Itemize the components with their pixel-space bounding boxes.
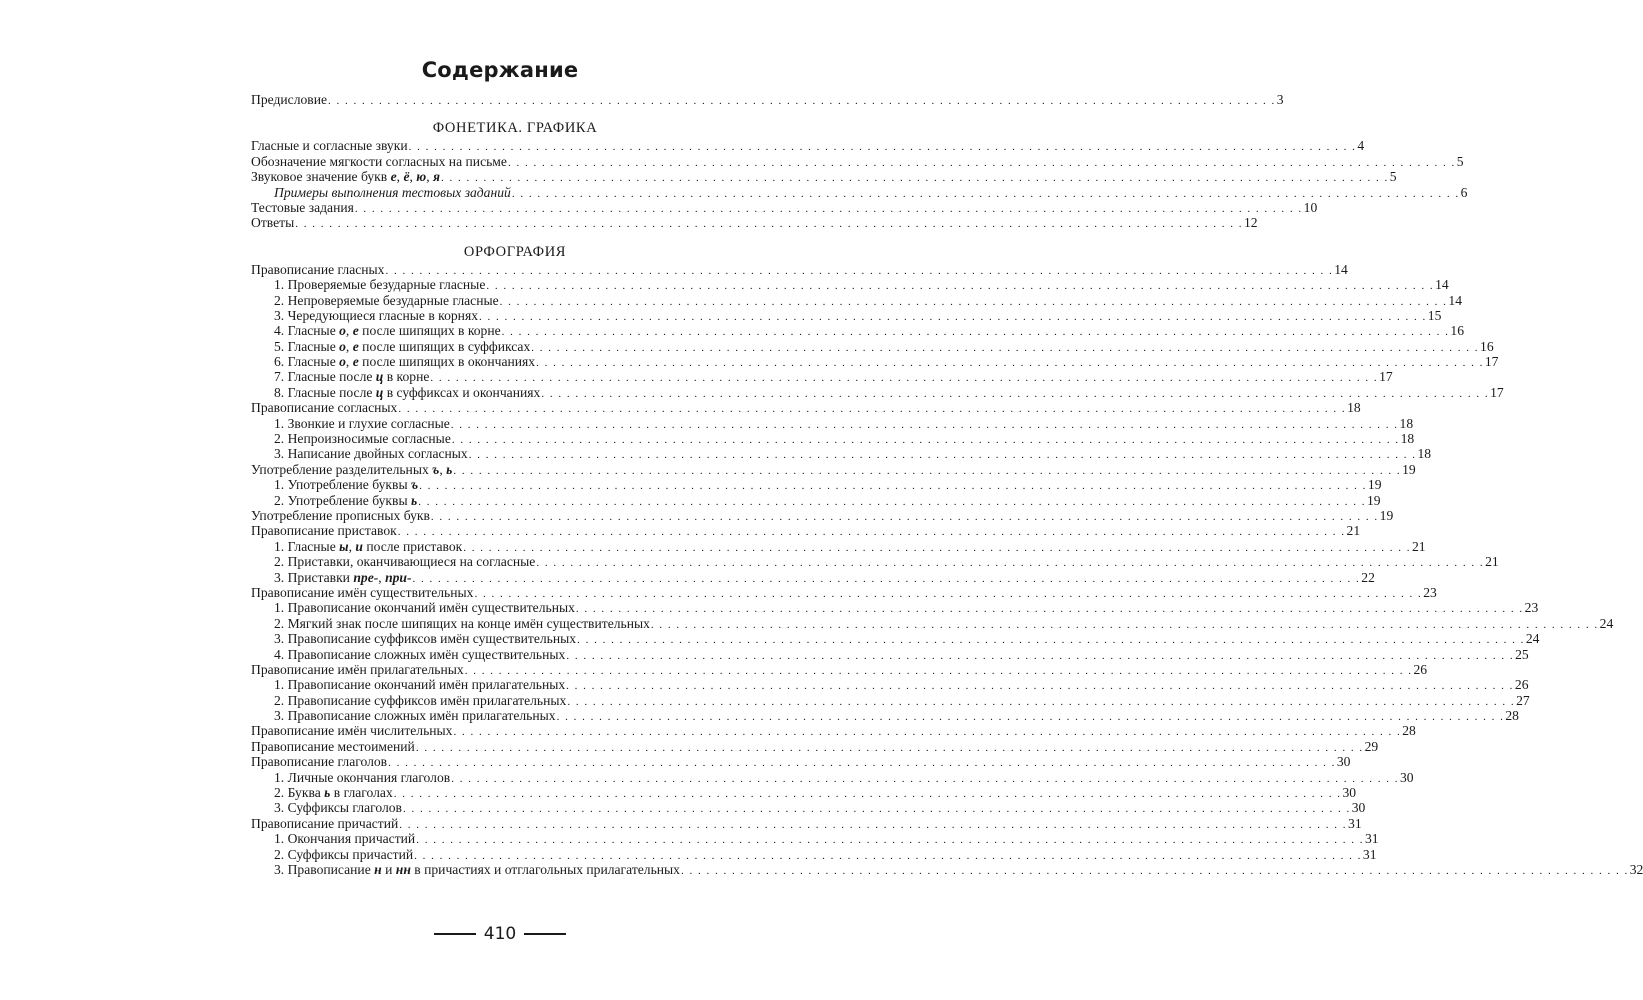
- label-text: 1. Гласные: [274, 538, 340, 554]
- highlighted-letters: при-: [385, 569, 412, 585]
- label-text: 3. Написание двойных согласных: [274, 446, 468, 462]
- toc-entry-label: [274, 354, 535, 369]
- toc-entry: [251, 307, 1442, 323]
- toc-entry-label: [251, 462, 452, 477]
- toc-page-number: 15: [1427, 307, 1442, 323]
- toc-entry-label: [251, 200, 354, 215]
- toc-entry: [251, 584, 1437, 600]
- label-text: 2. Буква: [274, 785, 325, 801]
- dot-leader: [469, 448, 1417, 463]
- toc-entry: [251, 708, 1519, 724]
- toc-page-number: 19: [1366, 492, 1381, 508]
- label-text: Правописание причастий: [251, 815, 399, 831]
- toc-entry: [251, 615, 1614, 631]
- toc-entry: [251, 277, 1449, 293]
- dot-leader: [557, 710, 1505, 725]
- label-text: 1. Правописание окончаний имён существительных: [274, 600, 575, 616]
- label-text: после шипящих в окончаниях: [358, 354, 536, 370]
- toc-page-number: 16: [1480, 338, 1494, 354]
- toc-entry-label: [274, 631, 576, 646]
- dot-leader: [536, 556, 1484, 571]
- dot-leader: [453, 464, 1401, 479]
- highlighted-letters: о: [339, 323, 346, 339]
- label-text: в корне: [383, 369, 430, 385]
- label-text: 1. Личные окончания глаголов: [274, 769, 451, 785]
- toc-entry-label: [251, 138, 408, 153]
- toc-page-number: 28: [1402, 723, 1416, 739]
- toc-entry: [251, 92, 1284, 107]
- label-text: Тестовые задания: [251, 199, 354, 215]
- dot-leader: [355, 202, 1303, 217]
- label-text: и: [381, 861, 396, 877]
- label-text: Обозначение мягкости согласных на письме: [251, 153, 507, 169]
- toc-page-number: 30: [1336, 754, 1351, 770]
- toc-entry-label: [251, 508, 430, 523]
- toc-page-number: 14: [1334, 261, 1348, 277]
- dot-leader: [328, 94, 1276, 109]
- label-text: 7. Гласные после: [274, 369, 376, 385]
- label-text: Ответы: [251, 215, 295, 231]
- label-text: Правописание имён числительных: [251, 723, 453, 739]
- toc-entry-label: [274, 416, 450, 431]
- toc-entry: [251, 199, 1318, 215]
- label-text: в суффиксах и окончаниях: [383, 384, 541, 400]
- toc-entry-label: [274, 708, 556, 723]
- toc-page-number: 26: [1413, 661, 1428, 677]
- dot-leader: [394, 787, 1342, 802]
- label-text: 2. Непроверяемые безударные гласные: [274, 292, 499, 308]
- label-text: 2. Суффиксы причастий: [274, 846, 414, 862]
- toc-entry-label: [251, 754, 387, 769]
- toc-entry: [251, 431, 1415, 447]
- toc-page-number: 31: [1348, 815, 1362, 831]
- label-text: в глаголах: [330, 785, 393, 801]
- toc-entry: [251, 769, 1414, 785]
- label-text: Правописание гласных: [251, 261, 385, 277]
- label-text: ,: [378, 569, 386, 585]
- toc-page-number: 30: [1351, 800, 1366, 816]
- toc-entry-label: [274, 647, 565, 662]
- toc-entry-label: [274, 616, 650, 631]
- highlighted-letters: е: [390, 169, 397, 185]
- toc-entry-label: [251, 262, 384, 277]
- label-text: 5. Гласные: [274, 338, 340, 354]
- toc-page-number: 19: [1379, 507, 1394, 523]
- toc-entry-label: [251, 585, 473, 600]
- toc-entry: [251, 446, 1432, 462]
- toc-page-number: 18: [1347, 400, 1361, 416]
- label-text: Правописание имён существительных: [251, 584, 474, 600]
- toc-entry: [251, 661, 1428, 677]
- toc-entry-label: [274, 600, 575, 615]
- dot-leader: [452, 433, 1400, 448]
- label-text: 4. Правописание сложных имён существительных: [274, 646, 566, 662]
- dot-leader: [399, 818, 1347, 833]
- toc-entry: [251, 738, 1379, 754]
- highlighted-letters: ы: [339, 538, 349, 554]
- toc-page-number: 23: [1423, 584, 1437, 600]
- dot-leader: [463, 541, 1411, 556]
- dot-leader: [431, 510, 1379, 525]
- toc-page-number: 24: [1599, 615, 1614, 631]
- highlighted-letters: ё: [403, 169, 410, 185]
- label-text: 4. Гласные: [274, 323, 340, 339]
- highlighted-letters: е: [352, 338, 359, 354]
- highlighted-letters: о: [339, 354, 346, 370]
- dot-leader: [413, 572, 1361, 587]
- highlighted-letters: ь: [324, 785, 331, 801]
- toc-entry-label: [274, 539, 462, 554]
- toc-page-number: 14: [1435, 277, 1449, 293]
- toc-entry: [251, 184, 1468, 200]
- dot-leader: [416, 741, 1364, 756]
- page-title: Содержание: [421, 58, 579, 82]
- label-text: 3. Чередующиеся гласные в корнях: [274, 307, 479, 323]
- label-text: Правописание глаголов: [251, 754, 388, 770]
- label-text: 2. Правописание суффиксов имён прилагательных: [274, 692, 567, 708]
- toc-entry-label: [274, 369, 429, 384]
- toc-entry: [251, 800, 1366, 816]
- dot-leader: [388, 756, 1336, 771]
- section-heading: ОРФОГРАФИЯ: [463, 243, 567, 260]
- toc-page-number: 16: [1450, 323, 1465, 339]
- toc-page-number: 14: [1448, 292, 1463, 308]
- toc-entry: [251, 369, 1393, 385]
- toc-entry: [251, 261, 1348, 277]
- toc-page-number: 17: [1379, 369, 1393, 385]
- dot-leader: [474, 587, 1422, 602]
- toc-entry: [251, 492, 1381, 508]
- label-text: Правописание местоимений: [251, 738, 415, 754]
- toc-entry: [251, 554, 1499, 570]
- label-text: 8. Гласные после: [274, 384, 376, 400]
- highlighted-letters: о: [339, 338, 346, 354]
- toc-entry: [251, 677, 1529, 693]
- label-text: 3. Суффиксы глаголов: [274, 800, 402, 816]
- dot-leader: [577, 633, 1525, 648]
- dot-leader: [502, 325, 1450, 340]
- dot-leader: [416, 833, 1364, 848]
- toc-entry-label: [274, 693, 566, 708]
- toc-entry: [251, 323, 1465, 339]
- toc-page-number: 4: [1357, 138, 1365, 154]
- label-text: Предисловие: [251, 92, 328, 107]
- toc-entry: [251, 215, 1258, 231]
- toc-entry: [251, 861, 1643, 877]
- toc-entry-label: [251, 662, 464, 677]
- toc-entry-label: [274, 677, 565, 692]
- toc-page-number: 24: [1525, 631, 1540, 647]
- dot-leader: [566, 679, 1514, 694]
- toc-entry: [251, 507, 1394, 523]
- toc-entry-label: [274, 493, 417, 508]
- dot-leader: [451, 418, 1399, 433]
- toc-entry-label: [251, 523, 397, 538]
- label-text: 2. Непроизносимые согласные: [274, 431, 451, 447]
- toc-page-number: 3: [1276, 92, 1284, 107]
- toc-entry-label: [251, 169, 440, 184]
- toc-page-number: 28: [1505, 708, 1519, 724]
- label-text: ,: [348, 538, 356, 554]
- toc-page-number: 21: [1485, 554, 1499, 570]
- toc-page-number: 5: [1456, 153, 1464, 169]
- toc-entry-label: [274, 477, 418, 492]
- footer-rule-left: [434, 933, 476, 935]
- dot-leader: [486, 279, 1434, 294]
- label-text: после приставок: [362, 538, 463, 554]
- highlighted-letters: и: [355, 538, 363, 554]
- page-footer: [0, 924, 1000, 944]
- label-text: 1. Правописание окончаний имён прилагательных: [274, 677, 566, 693]
- toc-entry: [251, 754, 1351, 770]
- toc-entry-label: [274, 339, 530, 354]
- toc-entry: [251, 692, 1530, 708]
- label-text: 2. Приставки, оканчивающиеся на согласные: [274, 554, 536, 570]
- toc-entry: [251, 384, 1504, 400]
- highlighted-letters: ь: [446, 461, 453, 477]
- label-text: ,: [439, 461, 447, 477]
- toc-entry-label: [274, 570, 412, 585]
- toc-page-number: 31: [1362, 846, 1377, 862]
- toc-page-number: 12: [1243, 215, 1258, 231]
- label-text: 2. Употребление буквы: [274, 492, 411, 508]
- section-heading: ФОНЕТИКА. ГРАФИКА: [432, 120, 598, 137]
- label-text: в причастиях и отглагольных прилагательных: [410, 861, 680, 877]
- toc-entry-label: [251, 154, 507, 169]
- toc-entry-label: [274, 785, 393, 800]
- toc-entry: [251, 523, 1361, 539]
- toc-page-number: 26: [1514, 677, 1529, 693]
- dot-leader: [651, 618, 1599, 633]
- dot-leader: [681, 864, 1629, 879]
- label-text: ,: [396, 169, 404, 185]
- dot-leader: [566, 649, 1514, 664]
- dot-leader: [398, 525, 1346, 540]
- label-text: 3. Правописание сложных имён прилагательных: [274, 708, 556, 724]
- toc-page-number: 22: [1361, 569, 1375, 585]
- toc-page-number: 21: [1346, 523, 1361, 539]
- label-text: 6. Гласные: [274, 354, 340, 370]
- label-text: Звуковое значение букв: [251, 169, 391, 185]
- toc-entry: [251, 400, 1361, 416]
- toc-entry: [251, 338, 1494, 354]
- toc-entry: [251, 461, 1416, 477]
- toc-entry-label: [251, 400, 397, 415]
- toc-page-number: 6: [1460, 184, 1468, 200]
- toc-entry: [251, 138, 1365, 154]
- toc-page-number: 23: [1524, 600, 1539, 616]
- dot-leader: [385, 264, 1333, 279]
- label-text: ,: [345, 323, 353, 339]
- toc-entry-label: [274, 293, 499, 308]
- toc-entry: [251, 815, 1362, 831]
- toc-entry-label: [251, 215, 294, 230]
- dot-leader: [512, 187, 1460, 202]
- dot-leader: [398, 402, 1346, 417]
- dot-leader: [295, 217, 1243, 232]
- highlighted-letters: нн: [395, 861, 411, 877]
- toc-entry-label: [274, 862, 680, 877]
- label-text: 1. Окончания причастий: [274, 831, 416, 847]
- label-text: 3. Правописание: [274, 861, 375, 877]
- highlighted-letters: ю: [416, 169, 427, 185]
- dot-leader: [403, 802, 1351, 817]
- toc-entry: [251, 153, 1464, 169]
- toc-page-number: 18: [1399, 415, 1414, 431]
- label-text: Гласные и согласные звуки: [251, 138, 408, 154]
- label-text: 1. Проверяемые безударные гласные: [274, 277, 486, 293]
- dot-leader: [430, 371, 1378, 386]
- toc-entry-label: [274, 831, 415, 846]
- toc-entry-label: [274, 185, 511, 200]
- toc-entry-label: [274, 847, 413, 862]
- label-text: ,: [345, 354, 353, 370]
- toc-entry: [251, 646, 1529, 662]
- toc-entry: [251, 846, 1377, 862]
- label-text: 3. Правописание суффиксов имён существительных: [274, 631, 577, 647]
- dot-leader: [465, 664, 1413, 679]
- label-text: Правописание приставок: [251, 523, 397, 539]
- label-text: ,: [426, 169, 434, 185]
- highlighted-letters: ъ: [410, 477, 419, 493]
- toc-page-number: 17: [1484, 354, 1499, 370]
- dot-leader: [453, 725, 1401, 740]
- toc-entry: [251, 292, 1463, 308]
- highlighted-letters: ъ: [432, 461, 440, 477]
- toc-entry: [251, 538, 1426, 554]
- dot-leader: [418, 495, 1366, 510]
- toc-entry: [251, 831, 1379, 847]
- toc-page-number: 31: [1364, 831, 1379, 847]
- label-text: 3. Приставки: [274, 569, 354, 585]
- toc-page-number: 30: [1342, 785, 1357, 801]
- dot-leader: [531, 341, 1479, 356]
- toc-page-number: 18: [1417, 446, 1432, 462]
- dot-leader: [479, 310, 1427, 325]
- toc-entry-label: [274, 770, 450, 785]
- label-text: 2. Мягкий знак после шипящих на конце имён существительных: [274, 615, 650, 631]
- toc-entry-label: [274, 323, 501, 338]
- toc-page-number: 21: [1411, 538, 1426, 554]
- dot-leader: [451, 772, 1399, 787]
- toc-entry-label: [274, 446, 468, 461]
- dot-leader: [508, 156, 1456, 171]
- toc-page-number: 18: [1400, 431, 1415, 447]
- toc-page-number: 19: [1367, 477, 1382, 493]
- dot-leader: [441, 171, 1389, 186]
- toc-entry: [251, 415, 1414, 431]
- toc-page-number: 32: [1629, 861, 1643, 877]
- label-text: Употребление разделительных: [251, 461, 433, 477]
- toc-page-number: 30: [1399, 769, 1414, 785]
- label-text: Правописание согласных: [251, 400, 398, 416]
- dot-leader: [567, 695, 1515, 710]
- toc-page-number: 19: [1402, 461, 1416, 477]
- table-of-contents: [251, 92, 1643, 877]
- toc-entry-label: [274, 431, 451, 446]
- toc-entry-label: [274, 554, 535, 569]
- dot-leader: [419, 479, 1367, 494]
- toc-entry: [251, 600, 1539, 616]
- label-text: ,: [409, 169, 417, 185]
- toc-entry: [251, 723, 1416, 739]
- toc-entry: [251, 354, 1499, 370]
- highlighted-letters: н: [374, 861, 382, 877]
- highlighted-letters: ц: [375, 384, 384, 400]
- toc-entry-label: [251, 92, 327, 107]
- toc-entry: [251, 569, 1375, 585]
- page-number: 410: [483, 924, 517, 944]
- toc-page-number: 27: [1516, 692, 1530, 708]
- toc-page-number: 29: [1364, 738, 1379, 754]
- highlighted-letters: ь: [410, 492, 418, 508]
- toc-entry-label: [251, 816, 398, 831]
- dot-leader: [536, 356, 1484, 371]
- label-text: 1. Употребление буквы: [274, 477, 411, 493]
- toc-entry-label: [274, 308, 478, 323]
- toc-entry: [251, 169, 1397, 185]
- label-text: после шипящих в суффиксах: [358, 338, 531, 354]
- toc-entry-label: [251, 739, 415, 754]
- label-text: 1. Звонкие и глухие согласные: [274, 415, 450, 431]
- toc-page-number: 25: [1515, 646, 1529, 662]
- toc-page-number: 10: [1303, 199, 1318, 215]
- label-text: Правописание имён прилагательных: [251, 661, 464, 677]
- toc-entry-label: [274, 800, 402, 815]
- dot-leader: [409, 140, 1357, 155]
- toc-entry-label: [251, 723, 452, 738]
- toc-page-number: 17: [1490, 384, 1504, 400]
- toc-entry: [251, 477, 1382, 493]
- highlighted-letters: я: [433, 169, 441, 185]
- footer-rule-right: [524, 933, 566, 935]
- highlighted-letters: ц: [375, 369, 384, 385]
- highlighted-letters: е: [352, 323, 359, 339]
- dot-leader: [500, 295, 1448, 310]
- dot-leader: [576, 602, 1524, 617]
- highlighted-letters: пре-: [353, 569, 379, 585]
- toc-entry-label: [274, 385, 540, 400]
- toc-entry-label: [274, 277, 485, 292]
- label-text: Употребление прописных букв: [251, 507, 430, 523]
- toc-entry: [251, 631, 1540, 647]
- toc-entry: [251, 785, 1357, 801]
- label-text: Примеры выполнения тестовых заданий: [274, 184, 511, 200]
- toc-page-number: 5: [1389, 169, 1397, 185]
- label-text: ,: [345, 338, 353, 354]
- label-text: после шипящих в корне: [358, 323, 501, 339]
- highlighted-letters: е: [352, 354, 359, 370]
